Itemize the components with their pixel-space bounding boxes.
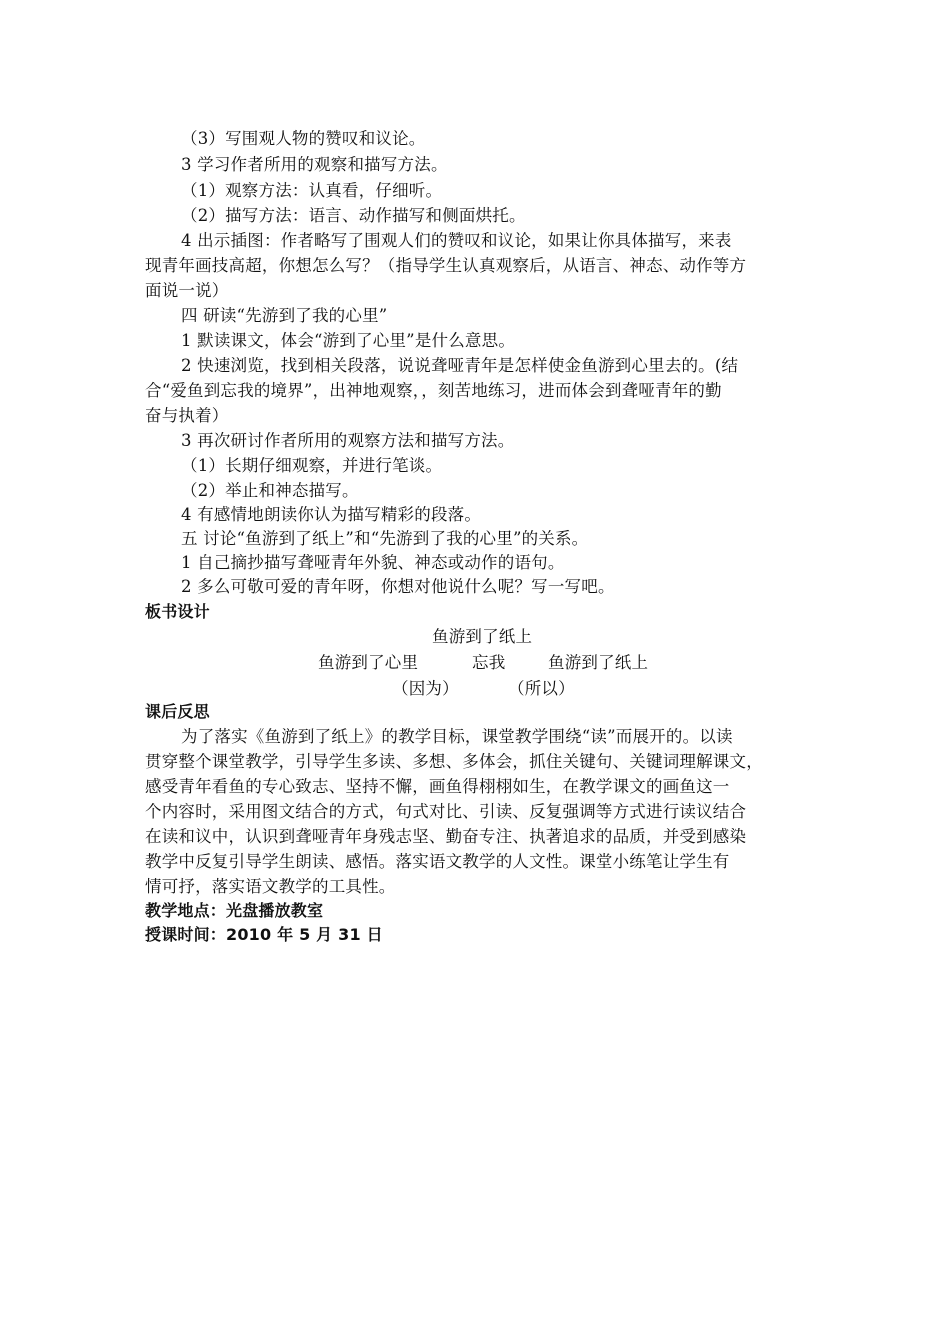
text-line: 3 学习作者所用的观察和描写方法。 [181,155,448,174]
reflection-heading: 课后反思 [145,702,210,721]
text-line: 为了落实《鱼游到了纸上》的教学目标，课堂教学围绕“读”而展开的。以读 [181,727,733,746]
text-line: （1）观察方法：认真看，仔细听。 [181,181,443,200]
text-line: 3 再次研讨作者所用的观察方法和描写方法。 [181,431,515,450]
text-line: （2）描写方法：语言、动作描写和侧面烘托。 [181,206,526,225]
text-line: 奋与执着） [145,406,229,425]
text-line: 合“爱鱼到忘我的境界”，出神地观察，，刻苦地练习，进而体会到聋哑青年的勤 [145,381,722,400]
text-line: 贯穿整个课堂教学，引导学生多读、多想、多体会，抓住关键句、关键词理解课文， [145,752,763,771]
section-heading: 五 讨论“鱼游到了纸上”和“先游到了我的心里”的关系。 [181,529,589,548]
teaching-location: 教学地点：光盘播放教室 [145,901,324,920]
text-line: 教学中反复引导学生朗读、感悟。落实语文教学的人文性。课堂小练笔让学生有 [145,852,730,871]
text-line: 2 多么可敬可爱的青年呀，你想对他说什么呢？写一写吧。 [181,577,615,596]
text-line: 4 有感情地朗读你认为描写精彩的段落。 [181,505,482,524]
board-heading: 板书设计 [145,602,210,621]
text-line: 现青年画技高超，你想怎么写？（指导学生认真观察后，从语言、神态、动作等方 [145,256,747,275]
board-left: 鱼游到了心里 [318,653,419,672]
section-heading: 四 研读“先游到了我的心里” [181,306,388,325]
text-line: （2）举止和神态描写。 [181,481,359,500]
text-line: 1 默读课文，体会“游到了心里”是什么意思。 [181,331,516,350]
text-line: 4 出示插图：作者略写了围观人们的赞叹和议论，如果让你具体描写，来表 [181,231,732,250]
teaching-date: 授课时间：2010 年 5 月 31 日 [145,925,383,944]
board-right: 鱼游到了纸上 [548,653,649,672]
text-line: （3）写围观人物的赞叹和议论。 [181,129,426,148]
text-line: 个内容时，采用图文结合的方式，句式对比、引读、反复强调等方式进行读议结合 [145,802,747,821]
board-because: （因为） [392,679,459,698]
text-line: 在读和议中，认识到聋哑青年身残志坚、勤奋专注、执著追求的品质，并受到感染 [145,827,747,846]
text-line: 感受青年看鱼的专心致志、坚持不懈，画鱼得栩栩如生，在教学课文的画鱼这一 [145,777,730,796]
text-line: 1 自己摘抄描写聋哑青年外貌、神态或动作的语句。 [181,553,565,572]
board-therefore: （所以） [508,679,575,698]
text-line: 2 快速浏览，找到相关段落，说说聋哑青年是怎样使金鱼游到心里去的。(结 [181,356,739,375]
text-line: 情可抒，落实语文教学的工具性。 [145,877,396,896]
text-line: （1）长期仔细观察，并进行笔谈。 [181,456,443,475]
board-middle: 忘我 [472,653,506,672]
text-line: 面说一说） [145,281,229,300]
board-title: 鱼游到了纸上 [432,627,533,646]
